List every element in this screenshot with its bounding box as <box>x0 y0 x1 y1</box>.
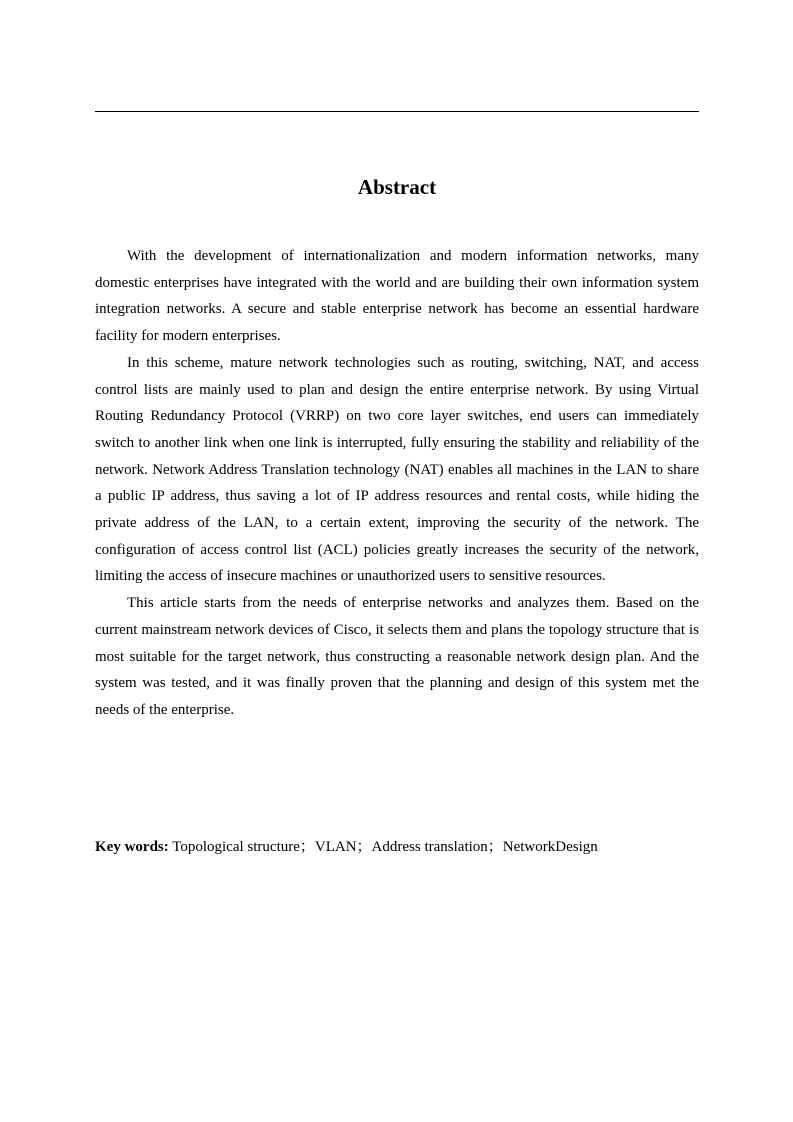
abstract-paragraph-2: In this scheme, mature network technologies such as routing, switching, NAT, and access control lists are mainly used to plan and design the entire enterprise network. By using Virtual Routing Redundancy Protocol (VRRP) on two core layer switches, end users can immediately switch to another link when one link is interrupted, fully ensuring the stability and reliability of the network. Network Address Translation technology (NAT) enables all machines in the LAN to share a public IP address, thus saving a lot of IP address resources and rental costs, while hiding the private address of the LAN, to a certain extent, improving the security of the network. The configuration of access control list (ACL) policies greatly increases the security of the network, limiting the access of insecure machines or unauthorized users to sensitive resources. <box>95 354 699 585</box>
abstract-paragraph-3: This article starts from the needs of enterprise networks and analyzes them. Based on the current mainstream network devices of Cisco, it selects them and plans the topology structure that is most suitable for the target network, thus constructing a reasonable network design plan. And the system was tested, and it was finally proven that the planning and design of this system met the needs of the enterprise. <box>95 595 699 718</box>
keywords-label: Key words: <box>95 839 169 855</box>
keywords-line <box>95 834 699 860</box>
abstract-paragraph-1: With the development of internationalization and modern information networks, many domestic enterprises have integrated with the world and are building their own information system integration networks. A secure and stable enterprise network has become an essential hardware facility for modern enterprises. <box>95 248 699 345</box>
keywords-text: Topological structure；VLAN；Address translation；NetworkDesign <box>168 839 598 855</box>
page-title: Abstract <box>357 175 437 199</box>
header-rule <box>95 111 699 112</box>
abstract-body <box>95 243 699 724</box>
